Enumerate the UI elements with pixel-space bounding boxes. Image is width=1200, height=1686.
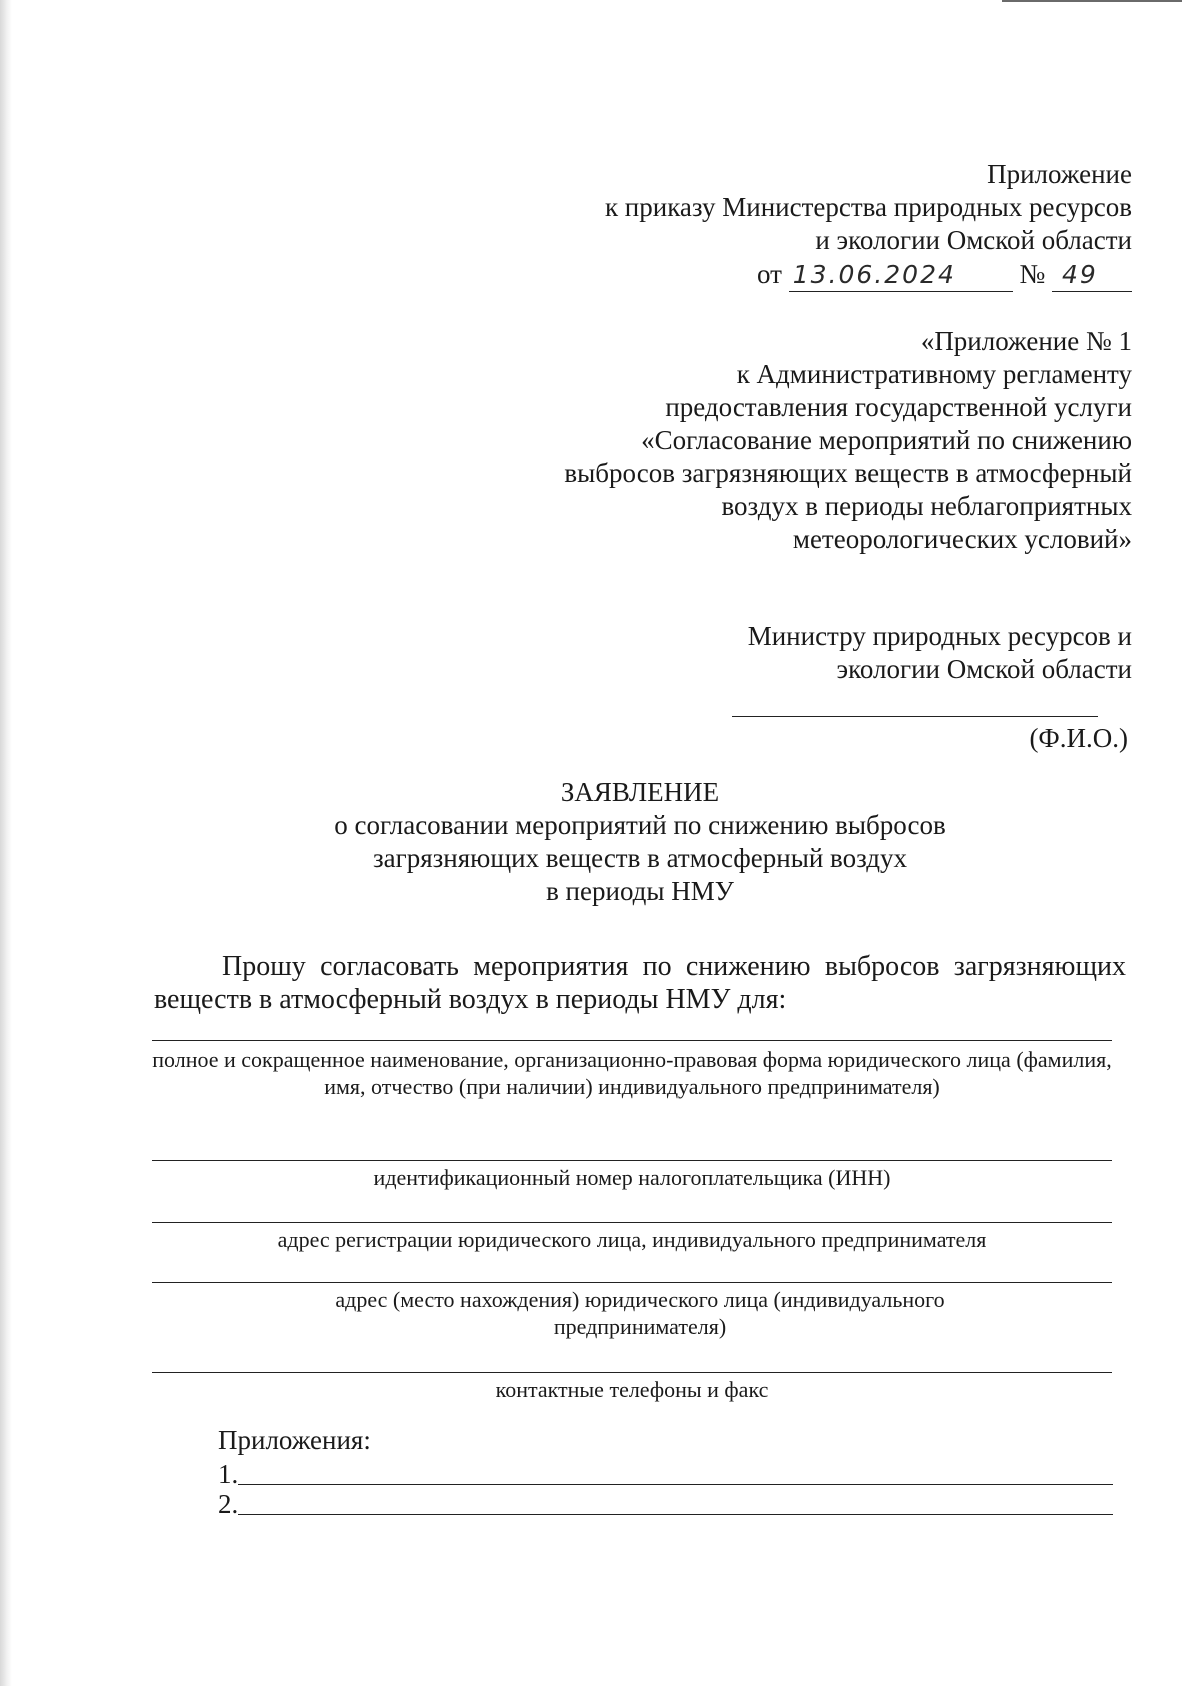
field-caption: адрес (место нахождения) юридического лица (индивидуального предпринимателя) xyxy=(335,1287,945,1339)
fio-blank-line xyxy=(732,716,1098,717)
order-number: 49 xyxy=(1052,258,1132,292)
regulation-block xyxy=(564,325,1132,556)
scan-edge xyxy=(0,0,12,1686)
regulation-line: выбросов загрязняющих веществ в атмосферный xyxy=(564,458,1132,488)
title-line: в периоды НМУ xyxy=(546,876,734,906)
appendix-header xyxy=(605,158,1132,257)
header-line: и экологии Омской области xyxy=(815,225,1132,255)
regulation-line: «Согласование мероприятий по снижению xyxy=(641,425,1132,455)
field-blank-line xyxy=(152,1222,1112,1223)
title-heading: ЗАЯВЛЕНИЕ xyxy=(560,777,720,807)
order-prefix: от xyxy=(757,259,782,289)
attachment-blank-line xyxy=(238,1488,1113,1515)
field-blank-line xyxy=(152,1160,1112,1161)
addressee-line-text: Министру природных ресурсов и xyxy=(747,621,1132,651)
field-caption: полное и сокращенное наименование, организационно-правовая форма юридического лица (фамилия, имя, отчество (при наличии) индивидуального предпринимателя) xyxy=(152,1047,1112,1099)
order-date: 13.06.2024 xyxy=(789,258,1013,292)
regulation-line: «Приложение № 1 xyxy=(920,326,1132,356)
field-caption: идентификационный номер налогоплательщика (ИНН) xyxy=(373,1165,891,1190)
title-line: о согласовании мероприятий по снижению выбросов xyxy=(334,810,946,840)
field-caption: контактные телефоны и факс xyxy=(495,1377,769,1402)
header-line: к приказу Министерства природных ресурсов xyxy=(604,192,1132,222)
regulation-line: воздух в периоды неблагоприятных xyxy=(721,491,1132,521)
statement-title xyxy=(160,776,1120,908)
field-caption: адрес регистрации юридического лица, индивидуального предпринимателя xyxy=(277,1227,987,1252)
regulation-line: к Административному регламенту xyxy=(736,359,1132,389)
header-line: Приложение xyxy=(987,159,1132,189)
addressee-line-text: экологии Омской области xyxy=(836,654,1132,684)
attachment-blank-line xyxy=(238,1458,1113,1485)
attachment-number: 2. xyxy=(218,1489,239,1519)
attachment-number: 1. xyxy=(218,1459,239,1489)
addressee-block xyxy=(748,620,1132,686)
fio-label: (Ф.И.О.) xyxy=(1029,723,1128,753)
attachment-item xyxy=(218,1488,1113,1521)
order-line xyxy=(757,258,1132,292)
regulation-line: метеорологических условий» xyxy=(792,524,1132,554)
field-blank-line xyxy=(152,1282,1112,1283)
attachments-title: Приложения: xyxy=(218,1425,371,1455)
attachment-item xyxy=(218,1458,1113,1491)
title-line: загрязняющих веществ в атмосферный воздух xyxy=(372,843,908,873)
regulation-line: предоставления государственной услуги xyxy=(665,392,1132,422)
scan-top-rule xyxy=(1002,0,1182,2)
field-blank-line xyxy=(152,1040,1112,1041)
field-blank-line xyxy=(152,1372,1112,1373)
order-number-label: № xyxy=(1019,259,1046,289)
request-paragraph: Прошу согласовать мероприятия по снижению выбросов загрязняющих веществ в атмосферный воздух в периоды НМУ для: xyxy=(154,951,1126,1015)
